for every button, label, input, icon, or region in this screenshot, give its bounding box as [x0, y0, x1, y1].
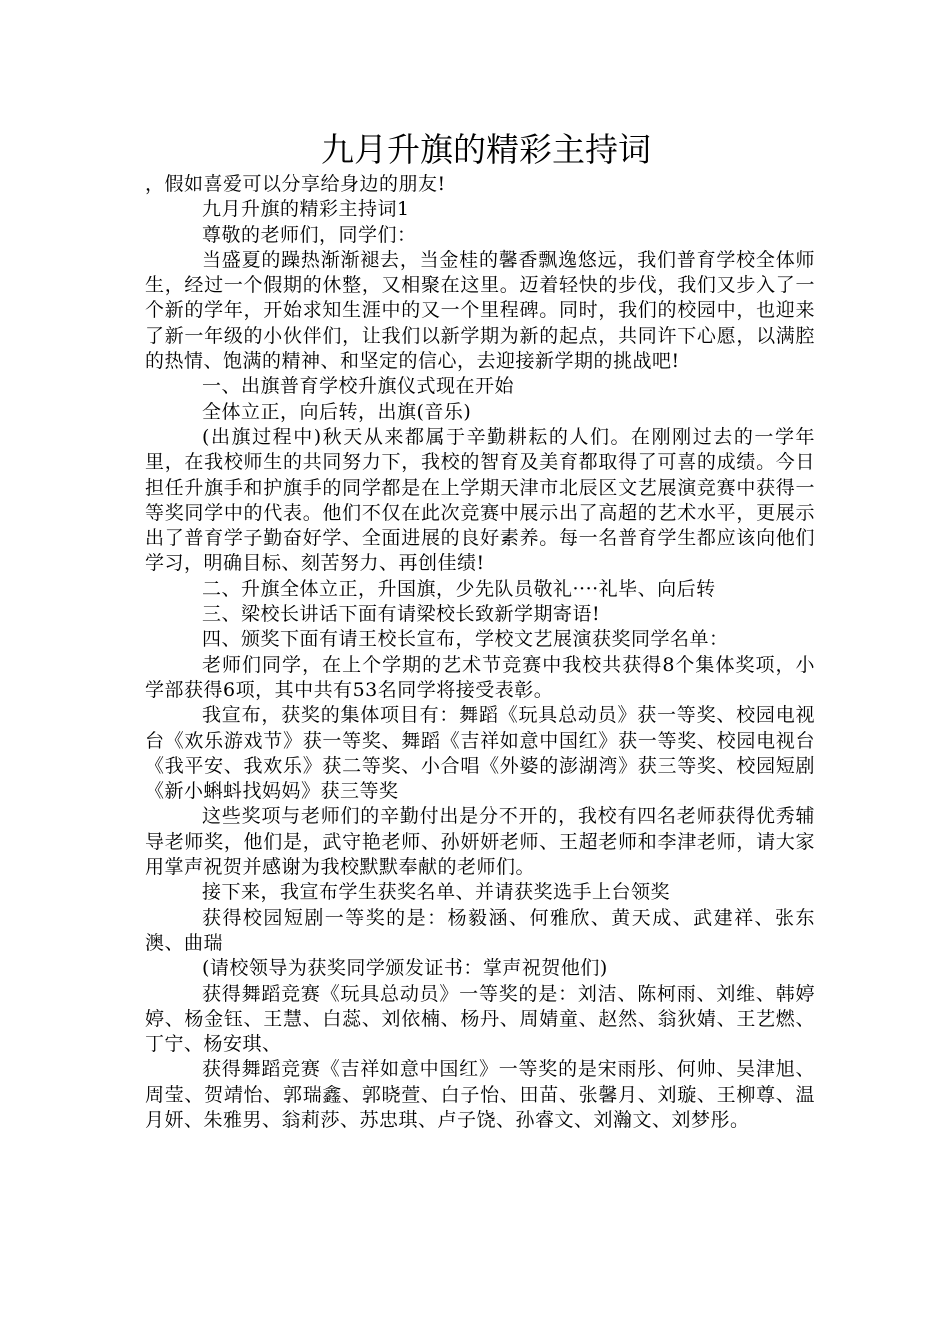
paragraph-group-awards: 我宣布，获奖的集体项目有：舞蹈《玩具总动员》获一等奖、校园电视台《欢乐游戏节》获一等奖、舞蹈《吉祥如意中国红》获一等奖、校园电视台《我平安、我欢乐》获二等奖、小合唱《外婆的澎湖湾》获三等奖、校园短剧《新小蝌蚪找妈妈》获三等奖	[145, 704, 815, 803]
paragraph-student-awards-intro: 接下来，我宣布学生获奖名单、并请获奖选手上台领奖	[202, 881, 671, 904]
paragraph-dance-winners-1: 获得舞蹈竞赛《玩具总动员》一等奖的是：刘洁、陈柯雨、刘维、韩婷婷、杨金钰、王慧、白蕊、刘依楠、杨丹、周婧童、赵然、翁狄婧、王艺燃、丁宁、杨安琪、	[145, 982, 815, 1056]
salutation: 尊敬的老师们，同学们：	[202, 223, 417, 246]
paragraph-step-1: 一、出旗普育学校升旗仪式现在开始	[202, 375, 515, 398]
document-title: 九月升旗的精彩主持词	[321, 130, 651, 169]
paragraph-teacher-awards: 这些奖项与老师们的辛勤付出是分不开的，我校有四名老师获得优秀辅导老师奖，他们是，武守艳老师、孙妍妍老师、王超老师和李津老师，请大家用掌声祝贺并感谢为我校默默奉献的老师们。	[145, 805, 815, 879]
paragraph-certificate-note: (请校领导为获奖同学颁发证书：掌声祝贺他们)	[202, 957, 608, 980]
paragraph-stand: 全体立正，向后转，出旗(音乐)	[202, 400, 472, 423]
paragraph-step-2: 二、升旗全体立正，升国旗，少先队员敬礼····礼毕、向后转	[202, 577, 716, 600]
paragraph-step-4: 四、颁奖下面有请王校长宣布，学校文艺展演获奖同学名单：	[202, 628, 729, 651]
paragraph-flag-process: (出旗过程中)秋天从来都属于辛勤耕耘的人们。在刚刚过去的一学年里，在我校师生的共同努力下，我校的智育及美育都取得了可喜的成绩。今日担任升旗手和护旗手的同学都是在上学期天津市北辰区文艺展演竞赛中获得一等奖同学中的代表。他们不仅在此次竞赛中展示出了高超的艺术水平，更展示出了普育学子勤奋好学、全面进展的良好素养。每一名普育学生都应该向他们学习，明确目标、刻苦努力、再创佳绩!	[145, 425, 815, 575]
paragraph-awards-summary: 老师们同学，在上个学期的艺术节竞赛中我校共获得8个集体奖项，小学部获得6项，其中共有53名同学将接受表彰。	[145, 653, 815, 701]
paragraph-step-3: 三、梁校长讲话下面有请梁校长致新学期寄语!	[202, 603, 601, 626]
section-heading: 九月升旗的精彩主持词1	[202, 198, 410, 221]
paragraph-drama-winners: 获得校园短剧一等奖的是：杨毅涵、何雅欣、黄天成、武建祥、张东澳、曲瑞	[145, 906, 815, 954]
intro-line: ，假如喜爱可以分享给身边的朋友!	[145, 173, 446, 195]
paragraph-opening: 当盛夏的躁热渐渐褪去，当金桂的馨香飘逸悠远，我们普育学校全体师生，经过一个假期的休整，又相聚在这里。迈着轻快的步伐，我们又步入了一个新的学年，开始求知生涯中的又一个里程碑。同时，我们的校园中，也迎来了新一年级的小伙伴们，让我们以新学期为新的起点，共同许下心愿，以满腔的热情、饱满的精神、和坚定的信心，去迎接新学期的挑战吧!	[145, 248, 815, 373]
document-page	[145, 128, 815, 1133]
document-body	[145, 172, 815, 1133]
paragraph-dance-winners-2: 获得舞蹈竞赛《吉祥如意中国红》一等奖的是宋雨彤、何帅、吴津旭、周莹、贺靖怡、郭瑞鑫、郭晓萱、白子怡、田苗、张馨月、刘璇、王柳尊、温月妍、朱雅男、翁莉莎、苏忠琪、卢子饶、孙睿文、刘瀚文、刘梦彤。	[145, 1058, 815, 1131]
